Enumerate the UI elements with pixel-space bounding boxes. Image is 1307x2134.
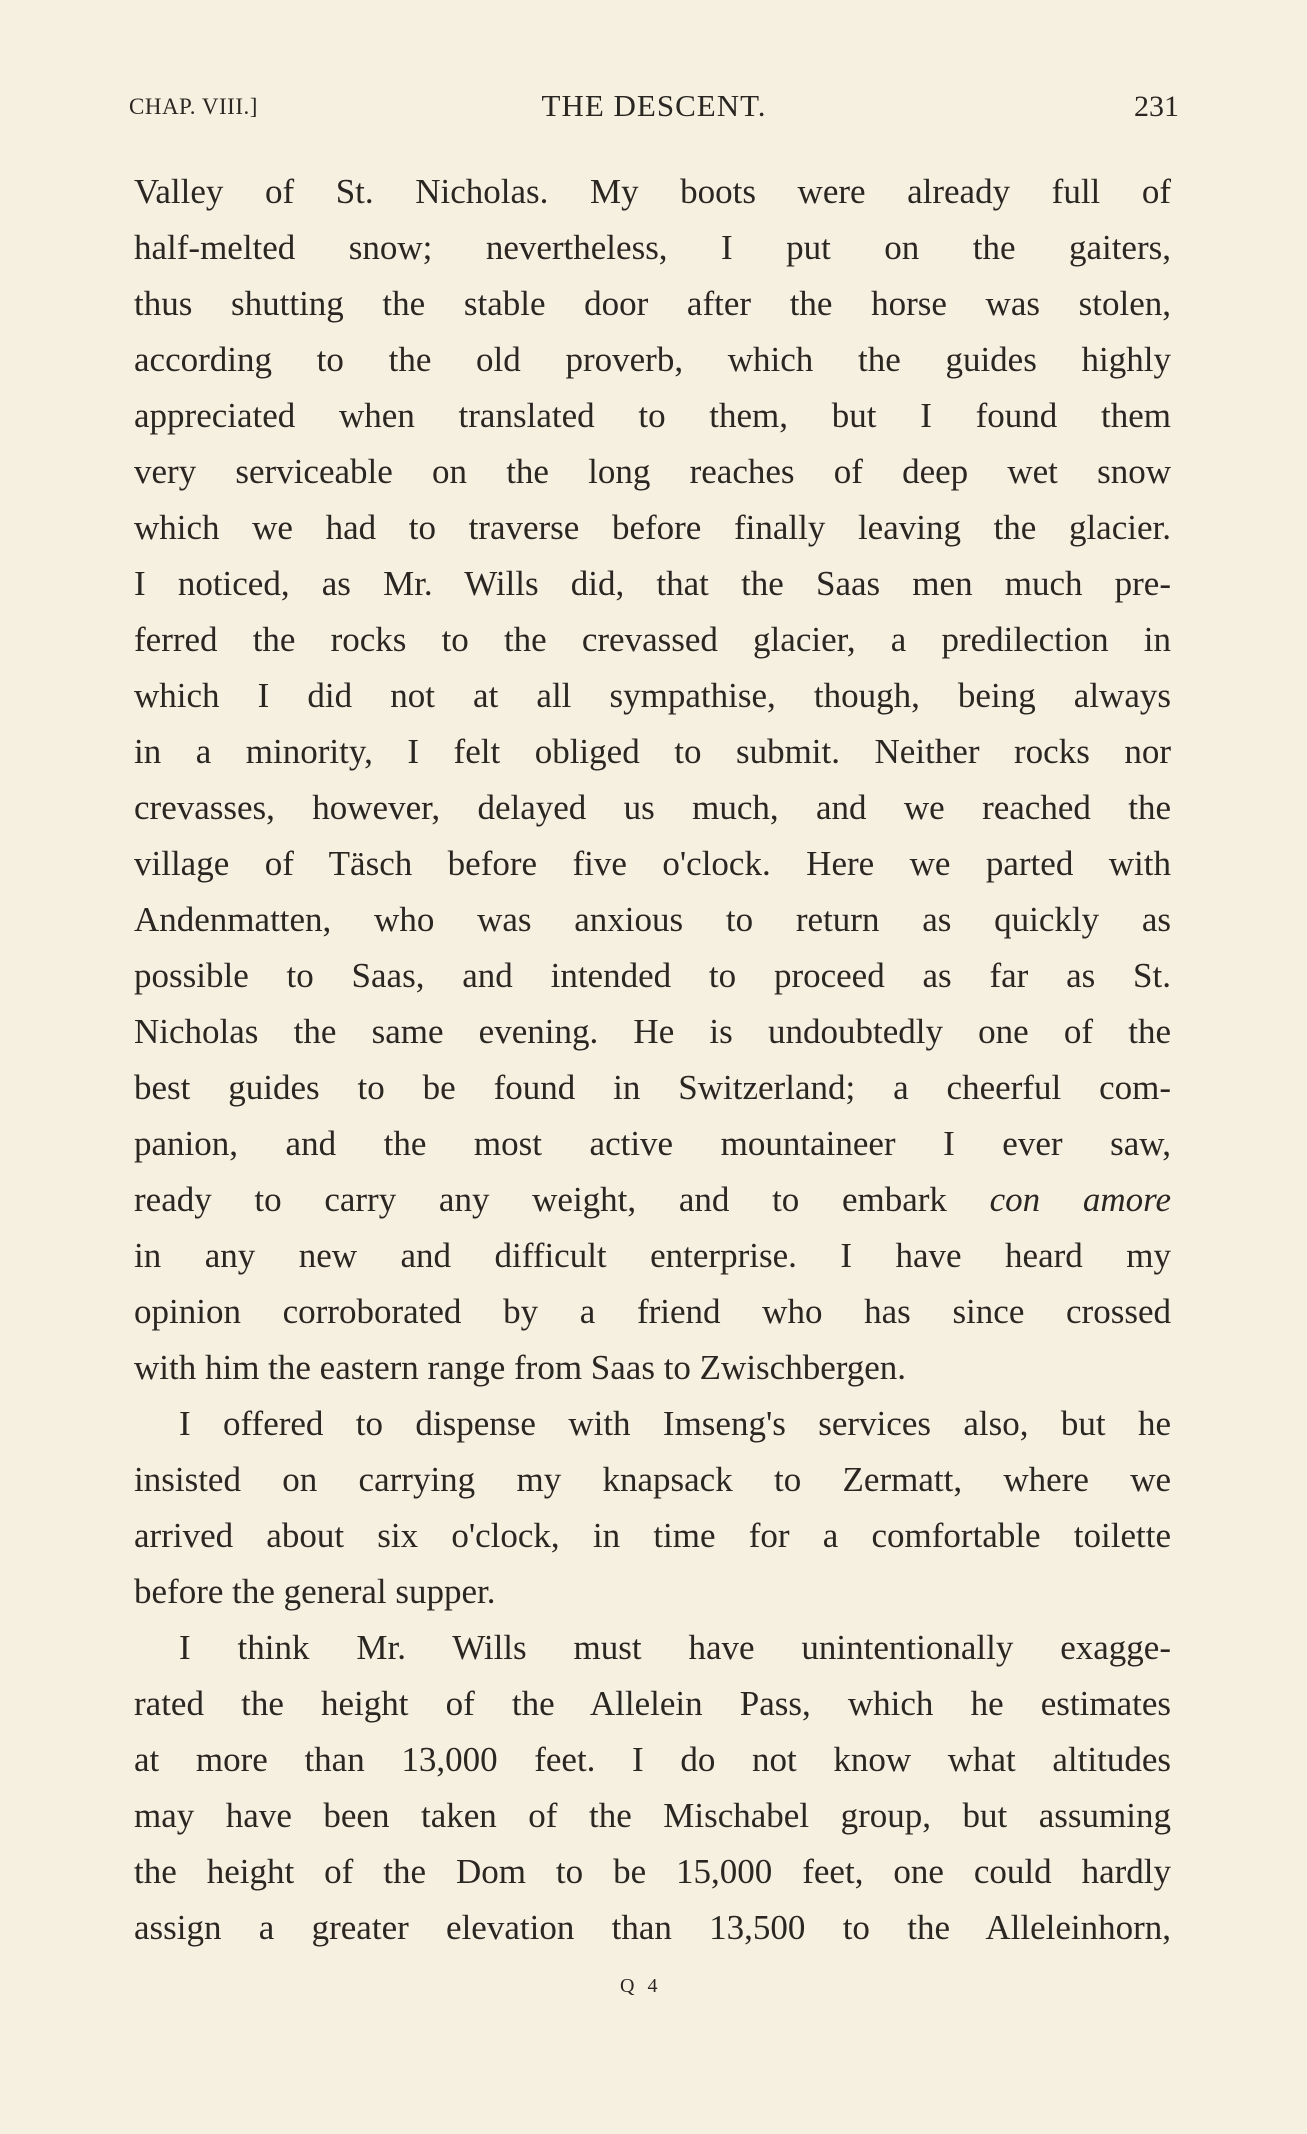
text-line: appreciated when translated to them, but I found them: [134, 396, 1171, 435]
text-line: I think Mr. Wills must have unintentionally exagge-: [179, 1628, 1171, 1667]
text-line: which I did not at all sympathise, though, being always: [134, 676, 1171, 715]
chapter-title: THE DESCENT.: [541, 88, 767, 123]
page-number: 231: [1134, 90, 1179, 123]
text-line: the height of the Dom to be 15,000 feet, one could hardly: [134, 1852, 1171, 1891]
body-text: [134, 164, 1171, 1956]
chapter-label: CHAP. VIII.]: [129, 94, 258, 119]
text-line: very serviceable on the long reaches of deep wet snow: [134, 452, 1171, 491]
text-line: Andenmatten, who was anxious to return as quickly as: [134, 900, 1171, 939]
text-line: may have been taken of the Mischabel group, but assuming: [134, 1796, 1171, 1835]
text-line: opinion corroborated by a friend who has since crossed: [134, 1292, 1171, 1331]
text-line: ready to carry any weight, and to embark con amore: [134, 1180, 1171, 1219]
text-line: possible to Saas, and intended to proceed as far as St.: [134, 956, 1171, 995]
text-line: at more than 13,000 feet. I do not know what altitudes: [134, 1740, 1171, 1779]
text-line: village of Täsch before five o'clock. Here we parted with: [134, 844, 1171, 883]
text-line: I noticed, as Mr. Wills did, that the Saas men much pre-: [134, 564, 1171, 603]
text-line: best guides to be found in Switzerland; a cheerful com-: [134, 1068, 1171, 1107]
text-line: rated the height of the Allelein Pass, which he estimates: [134, 1684, 1171, 1723]
text-line: panion, and the most active mountaineer I ever saw,: [134, 1124, 1171, 1163]
text-line: half-melted snow; nevertheless, I put on the gaiters,: [134, 228, 1171, 267]
text-line: ferred the rocks to the crevassed glacier, a predilection in: [134, 620, 1171, 659]
text-line: crevasses, however, delayed us much, and we reached the: [134, 788, 1171, 827]
text-line: in any new and difficult enterprise. I have heard my: [134, 1236, 1171, 1275]
signature-mark: Q 4: [620, 1975, 662, 1997]
text-line: according to the old proverb, which the guides highly: [134, 340, 1171, 379]
text-line: assign a greater elevation than 13,500 to the Alleleinhorn,: [134, 1908, 1171, 1947]
running-header: [129, 88, 1179, 128]
text-line: thus shutting the stable door after the horse was stolen,: [134, 284, 1171, 323]
text-line: insisted on carrying my knapsack to Zermatt, where we: [134, 1460, 1171, 1499]
text-line: arrived about six o'clock, in time for a comfortable toilette: [134, 1516, 1171, 1555]
text-line: Nicholas the same evening. He is undoubtedly one of the: [134, 1012, 1171, 1051]
text-line: which we had to traverse before finally leaving the glacier.: [134, 508, 1171, 547]
italic-phrase: con amore: [989, 1180, 1171, 1219]
text-line: before the general supper.: [134, 1572, 496, 1611]
text-line: in a minority, I felt obliged to submit. Neither rocks nor: [134, 732, 1171, 771]
text-line: with him the eastern range from Saas to Zwischbergen.: [134, 1348, 907, 1387]
text-line: I offered to dispense with Imseng's services also, but he: [179, 1404, 1171, 1443]
text-line: Valley of St. Nicholas. My boots were already full of: [134, 172, 1171, 211]
